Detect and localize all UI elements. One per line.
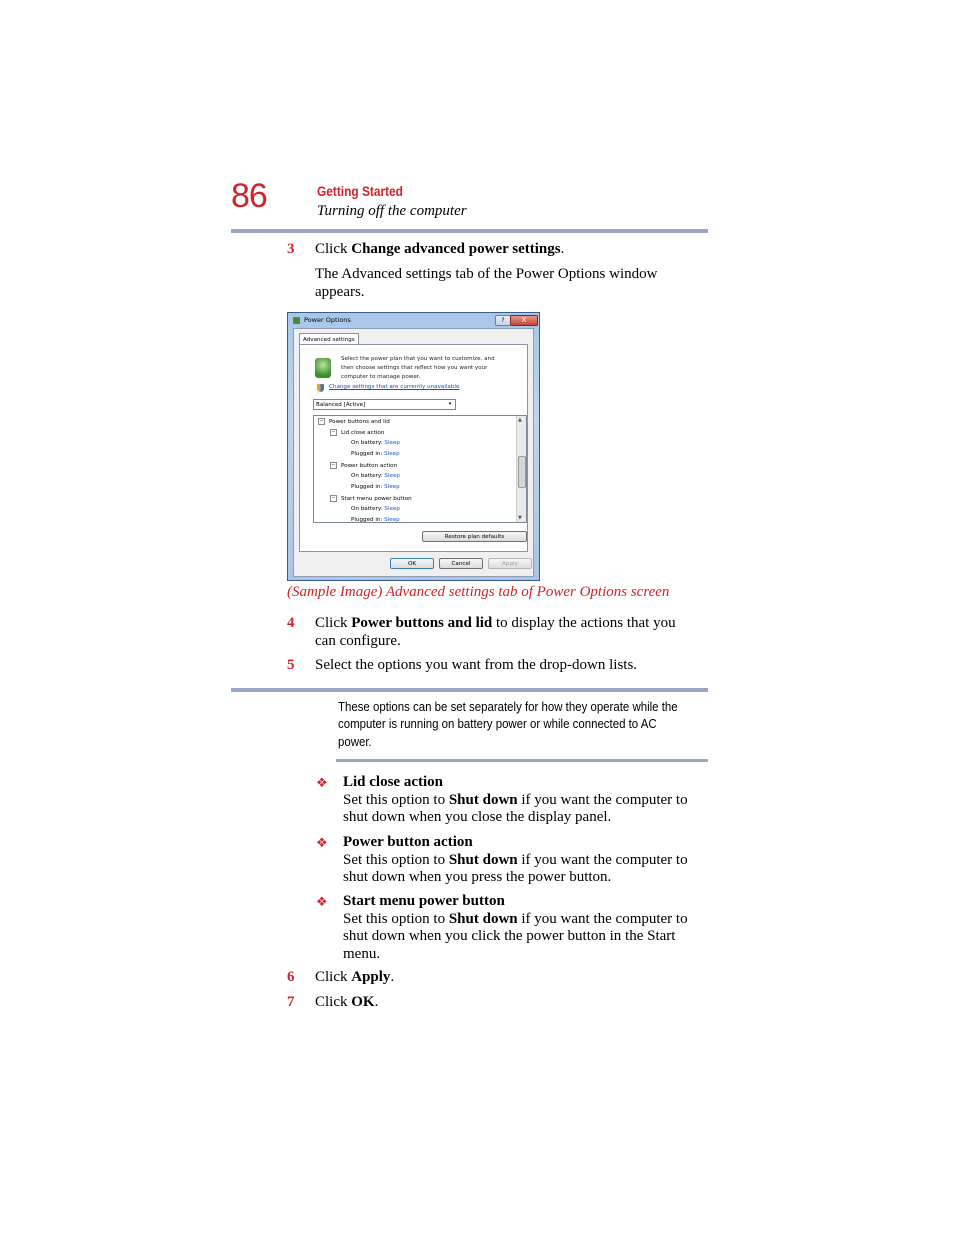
scroll-thumb[interactable] [518, 456, 526, 488]
panel-description: Select the power plan that you want to customize, and then choose settings that reflect how you want your computer to manage power. [341, 356, 495, 380]
tree-item[interactable]: − Start menu power button [331, 495, 412, 502]
note-bottom-rule [336, 759, 708, 762]
step-number: 6 [287, 969, 295, 985]
page-number: 86 [231, 177, 267, 215]
tree-item[interactable]: − Power buttons and lid [319, 418, 390, 425]
tree-item[interactable]: − Lid close action [331, 429, 385, 436]
step-5-text: Select the options you want from the drop-down lists. [315, 657, 638, 673]
collapse-icon: − [319, 418, 324, 424]
step-number: 3 [287, 241, 295, 257]
tree-item[interactable]: Plugged in: Sleep [351, 451, 400, 457]
close-button[interactable]: X [510, 315, 538, 326]
step-3-result-line1: The Advanced settings tab of the Power Options window [315, 266, 658, 282]
bullet-lid-close: Lid close action Set this option to Shut down if you want the computer to shut down when you close the display panel. [343, 774, 688, 825]
battery-plan-icon [315, 358, 331, 378]
collapse-icon: − [331, 462, 336, 468]
tree-item[interactable]: On battery: Sleep [351, 506, 400, 512]
bullet-icon: ❖ [316, 775, 328, 790]
restore-plan-defaults-button[interactable]: Restore plan defaults [422, 531, 527, 542]
note-top-rule [231, 688, 708, 692]
window-title: Power Options [304, 316, 351, 324]
scroll-up-icon[interactable]: ▲ [518, 417, 522, 423]
settings-tree[interactable] [313, 415, 527, 523]
step-4-text: Click Power buttons and lid to display the actions that you [315, 615, 676, 631]
tree-scrollbar[interactable] [516, 416, 526, 522]
bullet-icon: ❖ [316, 835, 328, 850]
step-number: 7 [287, 994, 295, 1010]
tree-item[interactable]: On battery: Sleep [351, 440, 400, 446]
bullet-power-button: Power button action Set this option to Shut down if you want the computer to shut down when you press the power button. [343, 834, 688, 885]
step-number: 5 [287, 657, 295, 673]
step-7-text: Click OK. [315, 994, 379, 1010]
scroll-down-icon[interactable]: ▼ [518, 515, 522, 521]
figure-caption: (Sample Image) Advanced settings tab of Power Options screen [287, 584, 670, 600]
step-6-text: Click Apply. [315, 969, 395, 985]
window-client [293, 328, 534, 577]
tree-item[interactable]: − Power button action [331, 462, 398, 469]
note-text: These options can be set separately for how they operate while the computer is running on battery power or while connected to AC power. [338, 699, 678, 749]
collapse-icon: − [331, 495, 336, 501]
tree-item[interactable]: Plugged in: Sleep [351, 517, 400, 523]
change-unavailable-settings-link[interactable]: Change settings that are currently unavailable [329, 384, 460, 390]
section-title: Turning off the computer [317, 203, 467, 219]
ok-button[interactable]: OK [390, 558, 434, 569]
step-3-text: Click Change advanced power settings. [315, 241, 565, 257]
cancel-button[interactable]: Cancel [439, 558, 483, 569]
step-number: 4 [287, 615, 295, 631]
header-rule [231, 229, 708, 233]
tree-item[interactable]: Plugged in: Sleep [351, 484, 400, 490]
shield-icon [317, 384, 324, 392]
chapter-title: Getting Started [317, 183, 403, 199]
step-3-result-line2: appears. [315, 284, 365, 300]
tree-item[interactable]: On battery: Sleep [351, 473, 400, 479]
tab-advanced-settings[interactable]: Advanced settings [299, 333, 359, 345]
chevron-down-icon: ▾ [448, 401, 452, 407]
advanced-settings-panel [299, 344, 528, 552]
bullet-icon: ❖ [316, 894, 328, 909]
collapse-icon: − [331, 429, 336, 435]
apply-button[interactable]: Apply [488, 558, 532, 569]
power-plan-dropdown[interactable]: Balanced [Active] ▾ [313, 399, 456, 410]
step-4-line2: can configure. [315, 633, 401, 649]
power-options-window [287, 312, 540, 581]
power-options-icon [293, 317, 300, 324]
bullet-start-menu: Start menu power button Set this option to Shut down if you want the computer to shut down when you click the power button in the Start menu. [343, 893, 688, 962]
help-button[interactable]: ? [495, 315, 511, 326]
